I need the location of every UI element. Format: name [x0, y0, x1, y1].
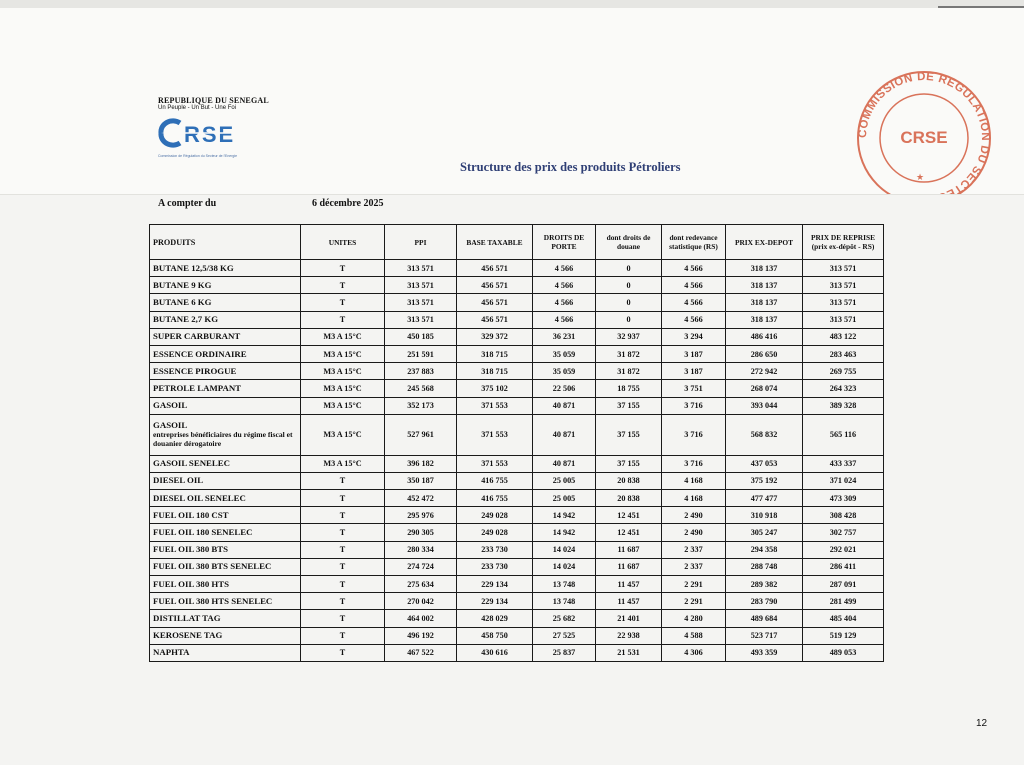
product-cell: [150, 277, 301, 294]
stamp-ring-text: COMMISSION DE REGULATION DU SECTE: [856, 70, 992, 194]
product-name: ESSENCE ORDINAIRE: [153, 348, 247, 359]
cell-exdepot: 283 790: [726, 593, 803, 610]
cell-base: 371 553: [457, 414, 533, 455]
cell-exdepot: 493 359: [726, 644, 803, 661]
cell-reprise: 283 463: [803, 345, 884, 362]
cell-douane: 22 938: [596, 627, 662, 644]
cell-exdepot: 568 832: [726, 414, 803, 455]
cell-base: 329 372: [457, 328, 533, 345]
product-name: BUTANE 9 KG: [153, 279, 212, 290]
cell-rs: 4 588: [662, 627, 726, 644]
product-cell: [150, 414, 301, 455]
cell-douane: 0: [596, 311, 662, 328]
cell-reprise: 483 122: [803, 328, 884, 345]
product-cell: [150, 541, 301, 558]
cell-droits: 14 942: [533, 507, 596, 524]
cell-unit: M3 A 15°C: [301, 345, 385, 362]
table-row: [150, 397, 884, 414]
column-header: PRODUITS: [150, 225, 301, 260]
table-row: [150, 610, 884, 627]
cell-unit: M3 A 15°C: [301, 414, 385, 455]
cell-exdepot: 310 918: [726, 507, 803, 524]
cell-droits: 40 871: [533, 397, 596, 414]
column-header: dont droits de douane: [596, 225, 662, 260]
cell-base: 428 029: [457, 610, 533, 627]
cell-rs: 4 566: [662, 311, 726, 328]
table-row: [150, 277, 884, 294]
table-row: [150, 380, 884, 397]
cell-reprise: 565 116: [803, 414, 884, 455]
cell-reprise: 302 757: [803, 524, 884, 541]
cell-ppi: 352 173: [385, 397, 457, 414]
cell-droits: 13 748: [533, 576, 596, 593]
table-row: [150, 414, 884, 455]
cell-douane: 0: [596, 294, 662, 311]
cell-douane: 12 451: [596, 507, 662, 524]
cell-droits: 14 024: [533, 541, 596, 558]
cell-exdepot: 318 137: [726, 260, 803, 277]
product-name: SUPER CARBURANT: [153, 331, 241, 342]
cell-unit: T: [301, 490, 385, 507]
cell-douane: 21 531: [596, 644, 662, 661]
cell-ppi: 313 571: [385, 277, 457, 294]
cell-rs: 3 716: [662, 414, 726, 455]
product-cell: [150, 472, 301, 489]
product-cell: [150, 593, 301, 610]
cell-unit: T: [301, 524, 385, 541]
cell-droits: 14 942: [533, 524, 596, 541]
product-name: BUTANE 12,5/38 KG: [153, 262, 234, 273]
product-name: DIESEL OIL SENELEC: [153, 492, 246, 503]
cell-droits: 4 566: [533, 277, 596, 294]
cell-reprise: 287 091: [803, 576, 884, 593]
cell-base: 456 571: [457, 294, 533, 311]
cell-douane: 20 838: [596, 472, 662, 489]
product-cell: [150, 380, 301, 397]
cell-unit: T: [301, 558, 385, 575]
crse-logo: [158, 118, 298, 153]
cell-exdepot: 294 358: [726, 541, 803, 558]
cell-douane: 21 401: [596, 610, 662, 627]
cell-droits: 4 566: [533, 311, 596, 328]
cell-reprise: 389 328: [803, 397, 884, 414]
product-cell: [150, 558, 301, 575]
product-name: DIESEL OIL: [153, 475, 204, 486]
product-cell: [150, 311, 301, 328]
cell-rs: 3 751: [662, 380, 726, 397]
cell-douane: 37 155: [596, 414, 662, 455]
cell-douane: 12 451: [596, 524, 662, 541]
cell-exdepot: 289 382: [726, 576, 803, 593]
cell-base: 229 134: [457, 576, 533, 593]
product-name: FUEL OIL 180 SENELEC: [153, 527, 253, 538]
cell-droits: 35 059: [533, 345, 596, 362]
cell-reprise: 433 337: [803, 455, 884, 472]
product-cell: [150, 490, 301, 507]
cell-reprise: 286 411: [803, 558, 884, 575]
cell-unit: T: [301, 627, 385, 644]
product-cell: [150, 345, 301, 362]
cell-douane: 20 838: [596, 490, 662, 507]
cell-douane: 31 872: [596, 363, 662, 380]
cell-rs: 2 291: [662, 576, 726, 593]
cell-base: 233 730: [457, 541, 533, 558]
table-row: [150, 490, 884, 507]
cell-reprise: 269 755: [803, 363, 884, 380]
product-name: BUTANE 2,7 KG: [153, 314, 219, 325]
stamp-center-text: CRSE: [900, 128, 948, 147]
cell-droits: 14 024: [533, 558, 596, 575]
cell-unit: M3 A 15°C: [301, 455, 385, 472]
cell-base: 456 571: [457, 277, 533, 294]
cell-ppi: 464 002: [385, 610, 457, 627]
cell-base: 249 028: [457, 524, 533, 541]
cell-base: 371 553: [457, 397, 533, 414]
cell-unit: M3 A 15°C: [301, 397, 385, 414]
cell-exdepot: 305 247: [726, 524, 803, 541]
cell-rs: 2 291: [662, 593, 726, 610]
column-header: PPI: [385, 225, 457, 260]
cell-douane: 37 155: [596, 455, 662, 472]
cell-exdepot: 375 192: [726, 472, 803, 489]
cell-droits: 25 682: [533, 610, 596, 627]
cell-reprise: 489 053: [803, 644, 884, 661]
cell-douane: 37 155: [596, 397, 662, 414]
product-name: GASOIL SENELEC: [153, 458, 231, 469]
cell-rs: 4 566: [662, 294, 726, 311]
cell-ppi: 274 724: [385, 558, 457, 575]
cell-ppi: 496 192: [385, 627, 457, 644]
national-motto: Un Peuple - Un But - Une Foi: [158, 105, 237, 111]
cell-base: 416 755: [457, 472, 533, 489]
cell-exdepot: 523 717: [726, 627, 803, 644]
table-row: [150, 345, 884, 362]
cell-unit: T: [301, 576, 385, 593]
product-cell: [150, 627, 301, 644]
cell-exdepot: 272 942: [726, 363, 803, 380]
product-name: BUTANE 6 KG: [153, 296, 212, 307]
cell-exdepot: 477 477: [726, 490, 803, 507]
date-label: A compter du: [158, 198, 217, 209]
table-row: [150, 558, 884, 575]
product-name: GASOIL: [153, 400, 188, 411]
cell-rs: 4 168: [662, 490, 726, 507]
cell-unit: T: [301, 260, 385, 277]
table-row: [150, 541, 884, 558]
cell-unit: T: [301, 593, 385, 610]
product-name: DISTILLAT TAG: [153, 612, 221, 623]
cell-droits: 25 837: [533, 644, 596, 661]
cell-base: 430 616: [457, 644, 533, 661]
table-row: [150, 363, 884, 380]
cell-douane: 32 937: [596, 328, 662, 345]
table-body: [150, 260, 884, 662]
cell-reprise: 292 021: [803, 541, 884, 558]
product-name: FUEL OIL 380 HTS: [153, 578, 230, 589]
cell-unit: T: [301, 472, 385, 489]
cell-ppi: 527 961: [385, 414, 457, 455]
column-header: PRIX EX-DEPOT: [726, 225, 803, 260]
cell-reprise: 313 571: [803, 260, 884, 277]
cell-rs: 3 294: [662, 328, 726, 345]
product-cell: [150, 576, 301, 593]
top-edge: [0, 0, 1024, 8]
column-header: PRIX DE REPRISE (prix ex-dépôt - RS): [803, 225, 884, 260]
cell-base: 375 102: [457, 380, 533, 397]
product-cell: [150, 507, 301, 524]
cell-ppi: 251 591: [385, 345, 457, 362]
product-name: KEROSENE TAG: [153, 630, 223, 641]
cell-rs: 2 490: [662, 507, 726, 524]
cell-douane: 31 872: [596, 345, 662, 362]
cell-ppi: 467 522: [385, 644, 457, 661]
cell-base: 249 028: [457, 507, 533, 524]
cell-exdepot: 318 137: [726, 311, 803, 328]
cell-exdepot: 288 748: [726, 558, 803, 575]
cell-exdepot: 318 137: [726, 277, 803, 294]
cell-unit: T: [301, 294, 385, 311]
cell-unit: M3 A 15°C: [301, 363, 385, 380]
product-cell: [150, 294, 301, 311]
cell-droits: 36 231: [533, 328, 596, 345]
table-row: [150, 576, 884, 593]
cell-reprise: 473 309: [803, 490, 884, 507]
cell-rs: 3 716: [662, 397, 726, 414]
cell-droits: 40 871: [533, 414, 596, 455]
column-header: UNITES: [301, 225, 385, 260]
cell-reprise: 313 571: [803, 294, 884, 311]
cell-douane: 18 755: [596, 380, 662, 397]
cell-reprise: 313 571: [803, 277, 884, 294]
cell-droits: 13 748: [533, 593, 596, 610]
cell-ppi: 295 976: [385, 507, 457, 524]
cell-unit: T: [301, 610, 385, 627]
column-header: DROITS DE PORTE: [533, 225, 596, 260]
cell-rs: 4 566: [662, 260, 726, 277]
cell-exdepot: 393 044: [726, 397, 803, 414]
cell-ppi: 313 571: [385, 260, 457, 277]
cell-reprise: 264 323: [803, 380, 884, 397]
table-row: [150, 593, 884, 610]
table-row: [150, 627, 884, 644]
product-name: FUEL OIL 180 CST: [153, 509, 229, 520]
product-cell: [150, 397, 301, 414]
cell-base: 233 730: [457, 558, 533, 575]
cell-ppi: 245 568: [385, 380, 457, 397]
cell-droits: 4 566: [533, 260, 596, 277]
cell-unit: T: [301, 541, 385, 558]
cell-base: 456 571: [457, 311, 533, 328]
cell-base: 456 571: [457, 260, 533, 277]
cell-exdepot: 486 416: [726, 328, 803, 345]
table-row: [150, 260, 884, 277]
cell-rs: 4 306: [662, 644, 726, 661]
cell-droits: 35 059: [533, 363, 596, 380]
cell-base: 458 750: [457, 627, 533, 644]
cell-exdepot: 489 684: [726, 610, 803, 627]
cell-reprise: 485 404: [803, 610, 884, 627]
cell-reprise: 308 428: [803, 507, 884, 524]
cell-rs: 2 337: [662, 541, 726, 558]
cell-reprise: 281 499: [803, 593, 884, 610]
product-name: PETROLE LAMPANT: [153, 382, 242, 393]
table-row: [150, 644, 884, 661]
cell-base: 318 715: [457, 363, 533, 380]
cell-rs: 2 490: [662, 524, 726, 541]
cell-base: 371 553: [457, 455, 533, 472]
cell-rs: 3 187: [662, 345, 726, 362]
price-structure-table: [149, 224, 884, 662]
product-cell: [150, 644, 301, 661]
cell-ppi: 270 042: [385, 593, 457, 610]
cell-rs: 3 187: [662, 363, 726, 380]
cell-ppi: 290 305: [385, 524, 457, 541]
cell-ppi: 313 571: [385, 294, 457, 311]
cell-ppi: 313 571: [385, 311, 457, 328]
cell-douane: 11 687: [596, 541, 662, 558]
cell-base: 229 134: [457, 593, 533, 610]
date-value: 6 décembre 2025: [312, 198, 384, 209]
cell-douane: 0: [596, 277, 662, 294]
cell-base: 318 715: [457, 345, 533, 362]
cell-exdepot: 437 053: [726, 455, 803, 472]
table-row: [150, 294, 884, 311]
product-cell: [150, 610, 301, 627]
cell-unit: M3 A 15°C: [301, 328, 385, 345]
cell-unit: T: [301, 507, 385, 524]
product-cell: [150, 363, 301, 380]
cell-droits: 25 005: [533, 472, 596, 489]
cell-droits: 27 525: [533, 627, 596, 644]
product-cell: [150, 328, 301, 345]
svg-text:RSE: RSE: [184, 122, 236, 147]
product-cell: [150, 455, 301, 472]
cell-rs: 3 716: [662, 455, 726, 472]
cell-ppi: 280 334: [385, 541, 457, 558]
stamp-star-icon: ★: [915, 172, 925, 182]
cell-rs: 2 337: [662, 558, 726, 575]
cell-ppi: 275 634: [385, 576, 457, 593]
issuer-block: [158, 96, 298, 158]
cell-unit: T: [301, 277, 385, 294]
product-cell: [150, 524, 301, 541]
table-row: [150, 472, 884, 489]
table-header-row: [150, 225, 884, 260]
crse-stamp: [850, 66, 998, 194]
product-name: FUEL OIL 380 HTS SENELEC: [153, 595, 273, 606]
cell-droits: 4 566: [533, 294, 596, 311]
product-subtext: entreprises bénéficiaires du régime fiscal et douanier dérogatoire: [153, 430, 293, 449]
product-name: FUEL OIL 380 BTS: [153, 544, 229, 555]
cell-base: 416 755: [457, 490, 533, 507]
product-name: FUEL OIL 380 BTS SENELEC: [153, 561, 272, 572]
cell-douane: 11 687: [596, 558, 662, 575]
cell-rs: 4 280: [662, 610, 726, 627]
product-cell: [150, 260, 301, 277]
cell-reprise: 519 129: [803, 627, 884, 644]
column-header: dont redevance statistique (RS): [662, 225, 726, 260]
table-row: [150, 507, 884, 524]
cell-ppi: 396 182: [385, 455, 457, 472]
column-header: BASE TAXABLE: [457, 225, 533, 260]
table-row: [150, 524, 884, 541]
product-name: ESSENCE PIROGUE: [153, 365, 237, 376]
cell-douane: 0: [596, 260, 662, 277]
cell-unit: T: [301, 644, 385, 661]
cell-ppi: 350 187: [385, 472, 457, 489]
republic-heading: REPUBLIQUE DU SENEGAL: [158, 96, 269, 105]
cell-reprise: 371 024: [803, 472, 884, 489]
cell-rs: 4 168: [662, 472, 726, 489]
cell-exdepot: 286 650: [726, 345, 803, 362]
cell-unit: M3 A 15°C: [301, 380, 385, 397]
cell-droits: 25 005: [533, 490, 596, 507]
product-name: GASOIL: [153, 420, 188, 431]
table-row: [150, 328, 884, 345]
cell-ppi: 452 472: [385, 490, 457, 507]
cell-droits: 22 506: [533, 380, 596, 397]
table-row: [150, 311, 884, 328]
cell-douane: 11 457: [596, 593, 662, 610]
product-name: NAPHTA: [153, 647, 190, 658]
table-row: [150, 455, 884, 472]
cell-exdepot: 268 074: [726, 380, 803, 397]
cell-douane: 11 457: [596, 576, 662, 593]
cell-ppi: 450 185: [385, 328, 457, 345]
cell-rs: 4 566: [662, 277, 726, 294]
page-number: 12: [976, 718, 988, 729]
cell-exdepot: 318 137: [726, 294, 803, 311]
cell-droits: 40 871: [533, 455, 596, 472]
logo-subtext: Commission de Régulation du Secteur de l'Energie: [158, 154, 238, 158]
cell-reprise: 313 571: [803, 311, 884, 328]
cell-unit: T: [301, 311, 385, 328]
cell-ppi: 237 883: [385, 363, 457, 380]
document-title: Structure des prix des produits Pétroliers: [460, 160, 681, 174]
